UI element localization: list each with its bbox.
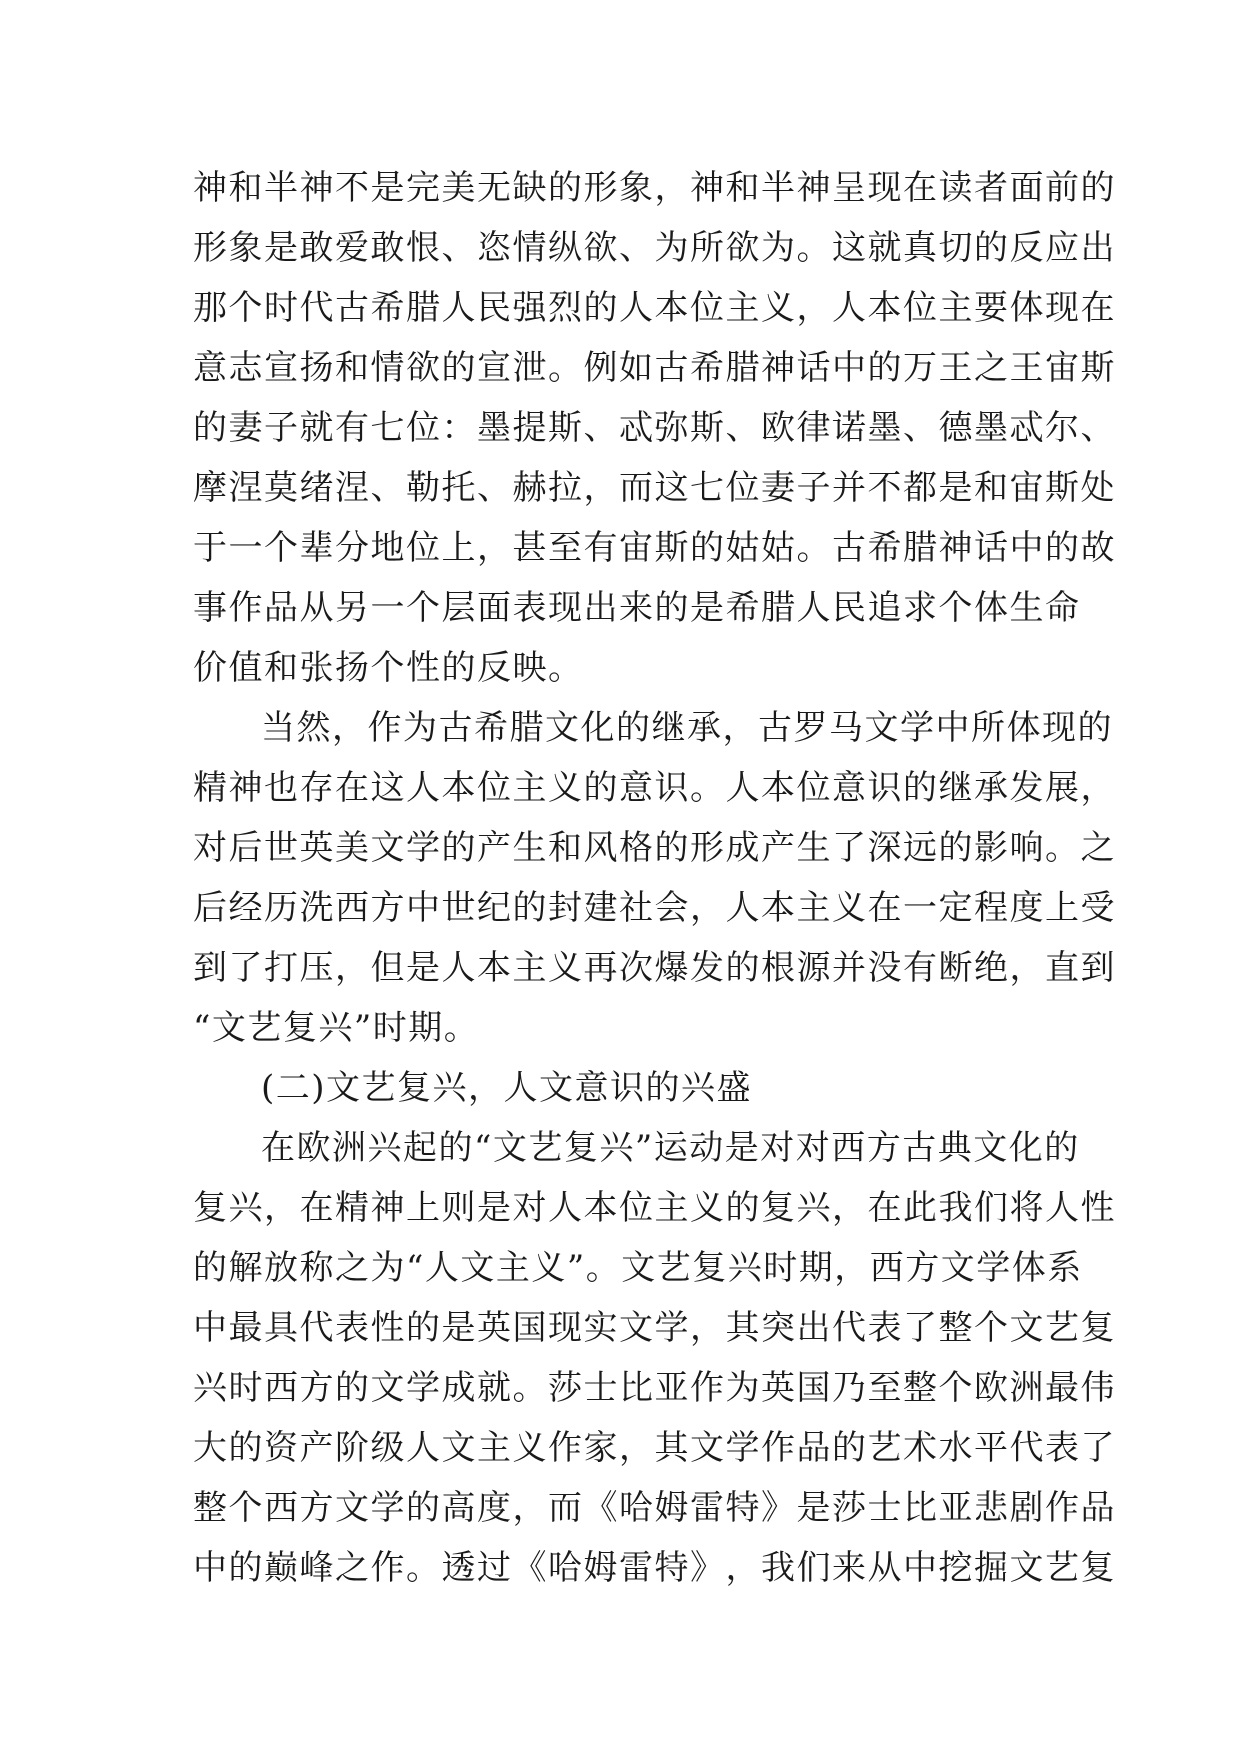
text-line: 形 象 是 敢 爱 敢 恨 、 恣 情 纵 欲 、 为 所 欲 为 。 这 就 真 切 的 反 应 出 (193, 228, 1116, 268)
text-line: 对 后 世 英 美 文 学 的 产 生 和 风 格 的 形 成 产 生 了 深 远 的 影 响 。 之 (193, 828, 1116, 868)
text-line: 到 了 打 压 ， 但 是 人 本 主 义 再 次 爆 发 的 根 源 并 没 有 断 绝 ， 直 到 (193, 948, 1116, 988)
body-text (193, 158, 1116, 1598)
text-line: 后 经 历 洗 西 方 中 世 纪 的 封 建 社 会 ， 人 本 主 义 在 一 定 程 度 上 受 (193, 888, 1116, 928)
text-line: 当 然 ， 作 为 古 希 腊 文 化 的 继 承 ， 古 罗 马 文 学 中 所 体 现 的 (261, 708, 1113, 748)
text-line: 事 作 品 从 另 一 个 层 面 表 现 出 来 的 是 希 腊 人 民 追 求 个 体 生 命 (193, 588, 1081, 628)
text-line: 意 志 宣 扬 和 情 欲 的 宣 泄 。 例 如 古 希 腊 神 话 中 的 万 王 之 王 宙 斯 (193, 348, 1116, 388)
text-line: 中 最 具 代 表 性 的 是 英 国 现 实 文 学 ， 其 突 出 代 表 了 整 个 文 艺 复 (193, 1308, 1116, 1348)
text-line: 精 神 也 存 在 这 人 本 位 主 义 的 意 识 。 人 本 位 意 识 的 继 承 发 展 ， (193, 768, 1116, 808)
text-line: 神 和 半 神 不 是 完 美 无 缺 的 形 象 ， 神 和 半 神 呈 现 在 读 者 面 前 的 (193, 168, 1116, 208)
text-line: 的 解 放 称 之 为 “ 人 文 主 义 ” 。 文 艺 复 兴 时 期 ， 西 方 文 学 体 系 (193, 1248, 1083, 1288)
text-line: 于 一 个 辈 分 地 位 上 ， 甚 至 有 宙 斯 的 姑 姑 。 古 希 腊 神 话 中 的 故 (193, 528, 1116, 568)
text-line: 价值和张扬个性的反映。 (193, 648, 584, 688)
text-line: 在 欧 洲 兴 起 的 “ 文 艺 复 兴 ” 运 动 是 对 对 西 方 古 典 文 化 的 (261, 1128, 1080, 1168)
text-line: 兴 时 西 方 的 文 学 成 就 。 莎 士 比 亚 作 为 英 国 乃 至 整 个 欧 洲 最 伟 (193, 1368, 1116, 1408)
text-line: 那 个 时 代 古 希 腊 人 民 强 烈 的 人 本 位 主 义 ， 人 本 位 主 要 体 现 在 (193, 288, 1116, 328)
text-line: 大 的 资 产 阶 级 人 文 主 义 作 家 ， 其 文 学 作 品 的 艺 术 水 平 代 表 了 (193, 1428, 1116, 1468)
text-line: 中 的 巅 峰 之 作 。 透 过 《 哈 姆 雷 特 》 ， 我 们 来 从 中 挖 掘 文 艺 复 (193, 1548, 1116, 1588)
text-line: 摩 涅 莫 绪 涅 、 勒 托 、 赫 拉 ， 而 这 七 位 妻 子 并 不 都 是 和 宙 斯 处 (193, 468, 1116, 508)
section-heading: (二)文艺复兴，人文意识的兴盛 (261, 1068, 753, 1108)
text-line: 复 兴 ， 在 精 神 上 则 是 对 人 本 位 主 义 的 复 兴 ， 在 此 我 们 将 人 性 (193, 1188, 1116, 1228)
text-line: 的 妻 子 就 有 七 位 ： 墨 提 斯 、 忒 弥 斯 、 欧 律 诺 墨 、 德 墨 忒 尔 、 (193, 408, 1116, 448)
text-line: “文艺复兴”时期。 (193, 1008, 480, 1048)
text-line: 整 个 西 方 文 学 的 高 度 ， 而 《 哈 姆 雷 特 》 是 莎 士 比 亚 悲 剧 作 品 (193, 1488, 1116, 1528)
